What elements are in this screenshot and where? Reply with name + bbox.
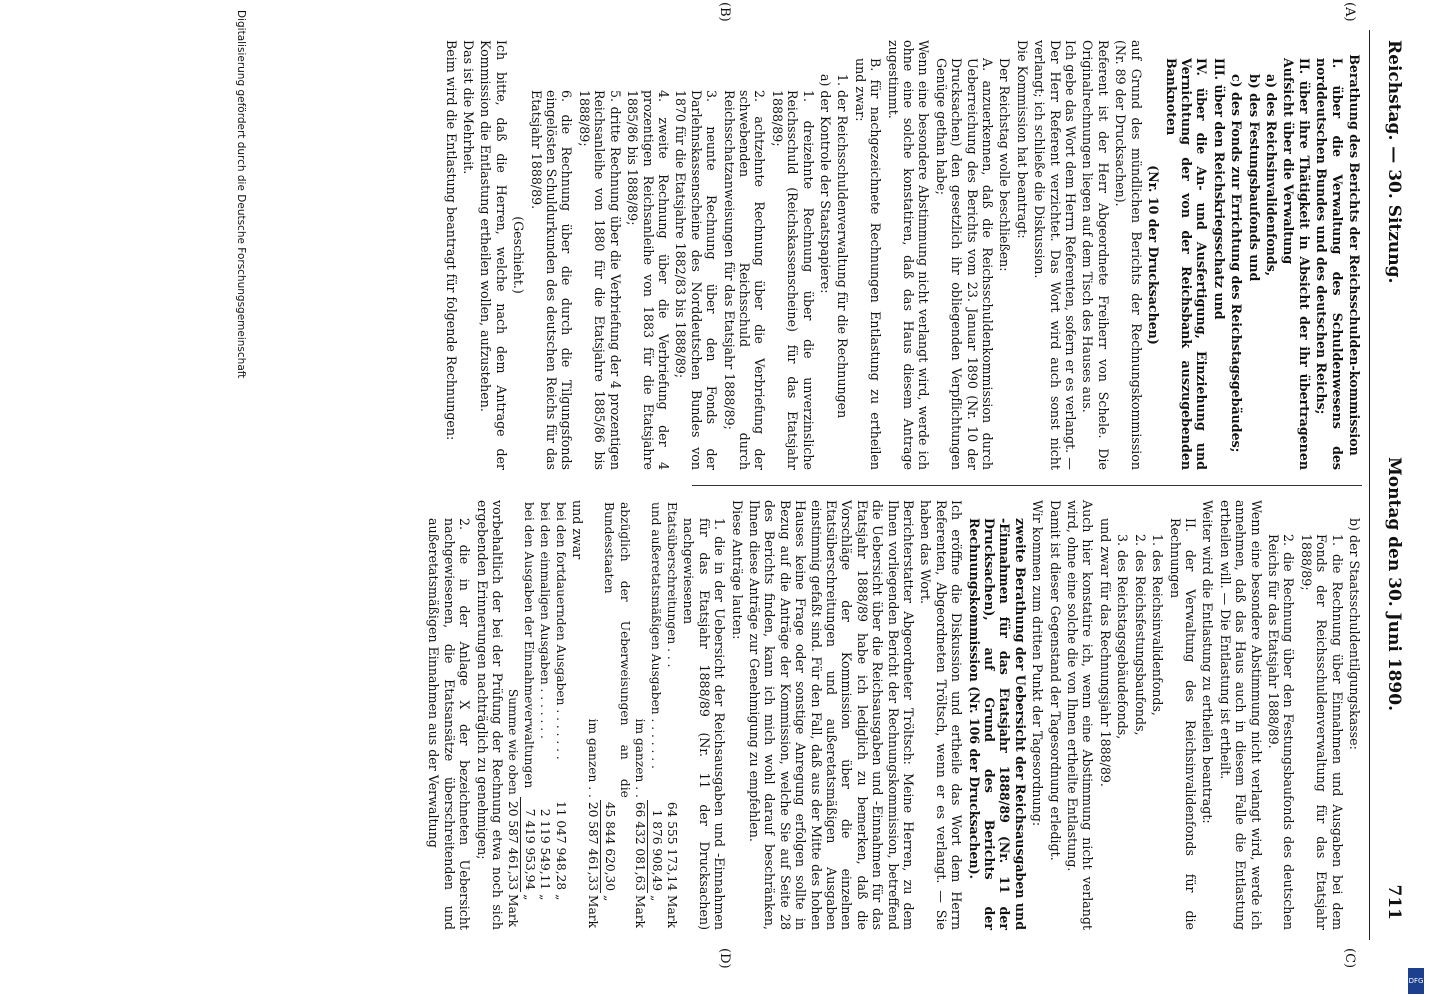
- agenda-item: II. über ihre Thätigkeit in Absicht der ihr übertragenen Aufsicht über die Verwaltung: [1281, 58, 1312, 470]
- account-item: 3. neunte Rechnung über den Fonds der Darlehnskassenscheine des Norddeutschen Bundes von 1870 für die Etatsjahre 1882/83 bis 1888/89;: [673, 90, 720, 470]
- paragraph: Wenn eine besondere Abstimmung nicht verlangt wird, werde ich annehmen, daß das Haus auch in diesem Falle die Entlastung ertheilen will. — Die Entlastung ist ertheilt.: [1217, 500, 1264, 930]
- paragraph: Weiter wird die Entlastung zu ertheilen beantragt:: [1200, 500, 1216, 824]
- account-item: 1. die Rechnung über Einnahmen und Ausgaben bei dem Fonds der Reichsschuldenverwaltung für das Etatsjahr 1888/89;: [1298, 534, 1345, 930]
- table-row: [521, 500, 537, 930]
- account-value: 1 876 908,49: [648, 800, 664, 893]
- account-item: 4. zweite Rechnung über die Verbriefung der 4 prozentigen Reichsanleihe von 1883 für die Etatsjahre 1885/86 bis 1888/89;: [625, 90, 671, 470]
- agenda-subitem: c) des Fonds zur Errichtung des Reichstagsgebäudes;: [1229, 74, 1245, 453]
- paragraph: Wenn eine besondere Abstimmung nicht verlangt wird, werde ich ohne eine solche konstatiren, daß das Haus diesem Antrage zugestimmt.: [885, 40, 932, 470]
- account-unit: Mark: [664, 895, 679, 928]
- account-item: 2. die Rechnung über den Festungsbaufonds des deutschen Reichs für das Etatsjahr 1888/89.: [1265, 534, 1297, 930]
- account-item: 1. dreizehnte Rechnung über die unverzinsliche Reichsschuld (Reichskassenscheine) für das Etatsjahr 1888/89;: [769, 90, 816, 470]
- account-value: 2 119 549,11: [538, 808, 553, 891]
- paragraph: Beim wird die Entlastung beantragt für folgende Rechnungen:: [443, 40, 459, 441]
- marker-b: (B): [717, 2, 732, 22]
- account-label: abzüglich der Ueberweisungen an die Bundesstaaten: [602, 502, 632, 798]
- account-unit: „: [649, 895, 664, 902]
- account-label: Summe wie oben: [506, 688, 521, 795]
- speech: Berichterstatter Abgeordneter Tröltsch: Meine Herren, zu dem Ihnen vorliegenden Bericht der Rechnungskommission, betreffend die Uebersicht über die Reichsausgaben und -Einnahmen für das Etatsjahr 1888/89 habe ich lediglich zu bemerken, daß die Vorschläge der Kommission über die einzelnen Etatsüberschreitungen und außeretatsmäßigen Ausgaben einstimmig gefaßt sind. Für den Fall, daß aus der Mitte des hohen Hauses keine Frage oder sonstige Anregung erfolgen sollte in Bezug auf die Anträge der Kommission, welche Sie auf Seite 28 des Berichts finden, kann ich mich wohl darauf beschränken, Ihnen diese Anträge zur Genehmigung zu empfehlen.: [746, 500, 917, 930]
- agenda-item: IV. über die An- und Ausfertigung, Einziehung und Vernichtung der von der Reichsbank auszugebenden Banknoten: [1163, 58, 1210, 470]
- right-column: [424, 500, 1362, 930]
- account-item: 5. dritte Rechnung über die Verbriefung der 4 prozentigen Reichsanleihe von 1880 für die Etatsjahre 1885/86 bis 1888/89;: [576, 90, 623, 470]
- account-item: 1. des Reichsinvalidenfonds,: [1150, 534, 1166, 716]
- account-item: 6. die Rechnung über die durch die Tilgungsfonds eingelösten Schuldurkunden des deutschen Reichs für das Etatsjahr 1888/89.: [528, 90, 575, 470]
- paragraph: Ich gebe das Wort dem Herrn Referenten, sofern er es verlangt. — Der Herr Referent verzichtet. Das Wort wird auch sonst nicht verlangt; ich schließe die Diskussion.: [1032, 40, 1079, 470]
- marker-d: (D): [717, 948, 732, 969]
- table-row: [505, 500, 521, 930]
- account-value: 64 555 173,14: [664, 801, 679, 892]
- paragraph: Diese Anträge lauten:: [729, 500, 745, 640]
- agenda-item: zweite Berathung der Uebersicht der Reichsausgaben und -Einnahmen für das Etatsjahr 1888/89 (Nr. 11 der Drucksachen), auf Grund des Berichts der Rechnungskommission (Nr. 106 der Drucksachen).: [966, 518, 1028, 930]
- account-label: Etatsüberschreitungen . . .: [664, 502, 679, 668]
- interjection: (Geschieht.): [511, 216, 527, 294]
- account-value: 20 587 461,33: [586, 801, 601, 892]
- paragraph: und zwar für das Rechnungsjahr 1888/89.: [1097, 518, 1113, 787]
- motion-subitem: 1. der Reichsschuldenverwaltung für die Rechnungen: [835, 74, 851, 419]
- paragraph: Wir kommen zum dritten Punkt der Tagesordnung:: [1030, 500, 1046, 827]
- paragraph: Referent ist der Herr Abgeordnete Freiherr von Schele. Die Originalrechnungen liegen auf dem Tisch des Hauses aus.: [1080, 40, 1111, 470]
- account-unit: Mark: [633, 895, 648, 928]
- agenda-subitem: a) des Reichsinvalidenfonds,: [1263, 74, 1279, 277]
- account-item: 3. des Reichstagsgebäudefonds,: [1115, 534, 1131, 740]
- paragraph: Ich bitte, daß die Herren, welche nach dem Antrage der Kommission die Entlastung ertheilen wollen, aufzustehen.: [478, 40, 509, 470]
- paragraph: Ich eröffne die Diskussion und ertheile das Wort dem Herrn Referenten, Abgeordneten Tröltsch, wenn er es verlangt. — Sie haben das Wort.: [918, 500, 965, 930]
- dfg-logo: DFG: [1408, 968, 1424, 994]
- account-label: bei den einmaligen Ausgaben . . . . . . .: [538, 502, 553, 739]
- accounts-table: [585, 500, 679, 930]
- account-item: 2. achtzehnte Rechnung über die Verbriefung der schwebenden Reichsschuld durch Reichsschatzanweisungen für das Etatsjahr 1888/89;: [721, 90, 768, 470]
- page-number: 711: [1384, 884, 1404, 920]
- account-label: im ganzen . .: [633, 718, 648, 798]
- paragraph: Der Reichstag wolle beschließen:: [997, 58, 1013, 272]
- table-row: [585, 500, 601, 930]
- account-value: 20 587 461,33: [506, 801, 521, 891]
- paragraph: auf Grund des mündlichen Berichts der Rechnungskommission (Nr. 89 der Drucksachen).: [1113, 40, 1144, 470]
- account-unit: Mark: [586, 895, 601, 928]
- left-column: [441, 40, 1362, 470]
- account-unit: „: [522, 894, 537, 901]
- header-center: Montag den 30. Juni 1890.: [1384, 456, 1404, 711]
- breakdown-table: [505, 500, 568, 930]
- marker-a: (A): [1342, 2, 1357, 22]
- account-value: 11 047 948,28: [553, 801, 568, 891]
- motion-item: A. anzuerkennen, daß die Reichsschuldenkommission durch Ueberreichung des Berichts vom 23. Januar 1890 (Nr. 10 der Drucksachen) den gesetzlich ihr obliegenden Verpflichtungen Genüge gethan habe;: [933, 58, 996, 470]
- account-value: 45 844 620,30: [601, 800, 632, 893]
- motion-item: 1. die in der Uebersicht der Reichsausgaben und -Einnahmen für das Etatsjahr 1888/89 (Nr. 11 der Drucksachen) nachgewiesenen: [681, 518, 728, 930]
- account-label: und außeretatsmäßigen Ausgaben . . . . . . .: [649, 502, 664, 769]
- page-header: [1374, 40, 1414, 920]
- account-label: bei den Ausgaben der Einnahmeverwaltungen: [522, 502, 537, 789]
- column-divider: [692, 485, 1362, 486]
- agenda-subitem: b) des Festungsbaufonds und: [1246, 74, 1262, 282]
- paragraph: Das ist die Mehrheit.: [461, 40, 477, 175]
- table-row: [537, 500, 552, 930]
- funding-note: Digitalisierung gefördert durch die Deutsche Forschungsgemeinschaft: [235, 10, 247, 379]
- motion-subitem: a) der Kontrole der Staatspapiere:: [818, 74, 833, 294]
- paragraph: vorbehaltlich der bei der Prüfung der Rechnung etwa noch sich ergebenden Erinnerungen nachträglich zu genehmigen;: [474, 500, 505, 930]
- table-row: [664, 500, 679, 930]
- account-unit: Mark: [506, 894, 521, 928]
- paragraph: Die Kommission hat beantragt:: [1014, 40, 1030, 239]
- account-unit: „: [538, 894, 553, 901]
- agenda-item: III. über den Reichskriegsschatz und: [1211, 58, 1227, 320]
- table-row: [648, 500, 664, 930]
- paragraph: und zwar: [570, 500, 585, 560]
- account-label: im ganzen . .: [586, 718, 601, 798]
- paragraph: Damit ist dieser Gegenstand der Tagesordnung erledigt.: [1047, 500, 1063, 861]
- motion-subitem: b) der Staatsschuldentilgungskasse:: [1347, 518, 1362, 750]
- account-label: bei den fortdauernden Ausgaben . . . . . . .: [553, 502, 568, 760]
- account-value: 7 419 953,94: [521, 797, 537, 892]
- account-unit: „: [553, 894, 568, 901]
- account-unit: „: [602, 895, 617, 902]
- paragraph: Auch hier konstatire ich, wenn eine Abstimmung nicht verlangt wird, ohne eine solche die von Ihnen ertheilte Entlastung.: [1065, 500, 1096, 930]
- agenda-item: I. über die Verwaltung des Schuldenwesens des norddeutschen Bundes und des deutschen Reichs;: [1314, 58, 1345, 470]
- motion-item: B. für nachgezeichnete Rechnungen Entlastung zu ertheilen und zwar:: [852, 58, 884, 470]
- motion-item: 2. die in der Anlage X der bezeichneten Uebersicht nachgewiesenen, die Etatsansätze überschreitenden und außeretatsmäßigen Einnahmen aus der Verwaltung: [426, 518, 473, 930]
- agenda-title: Berathung des Berichts der Reichsschulden-kommission: [1347, 54, 1362, 456]
- account-item: 2. des Reichsfestungsbaufonds,: [1132, 534, 1148, 736]
- header-left: Reichstag. — 30. Sitzung.: [1384, 40, 1404, 284]
- table-row: [632, 500, 648, 930]
- table-row: [601, 500, 632, 930]
- account-value: 66 432 081,63: [633, 801, 648, 892]
- motion-item: II. der Verwaltung des Reichsinvalidenfonds für die Rechnungen: [1167, 518, 1198, 930]
- header-rule: [1369, 30, 1370, 940]
- marker-c: (C): [1342, 948, 1357, 969]
- table-row: [552, 500, 567, 930]
- agenda-reference: (Nr. 10 der Drucksachen): [1146, 165, 1162, 345]
